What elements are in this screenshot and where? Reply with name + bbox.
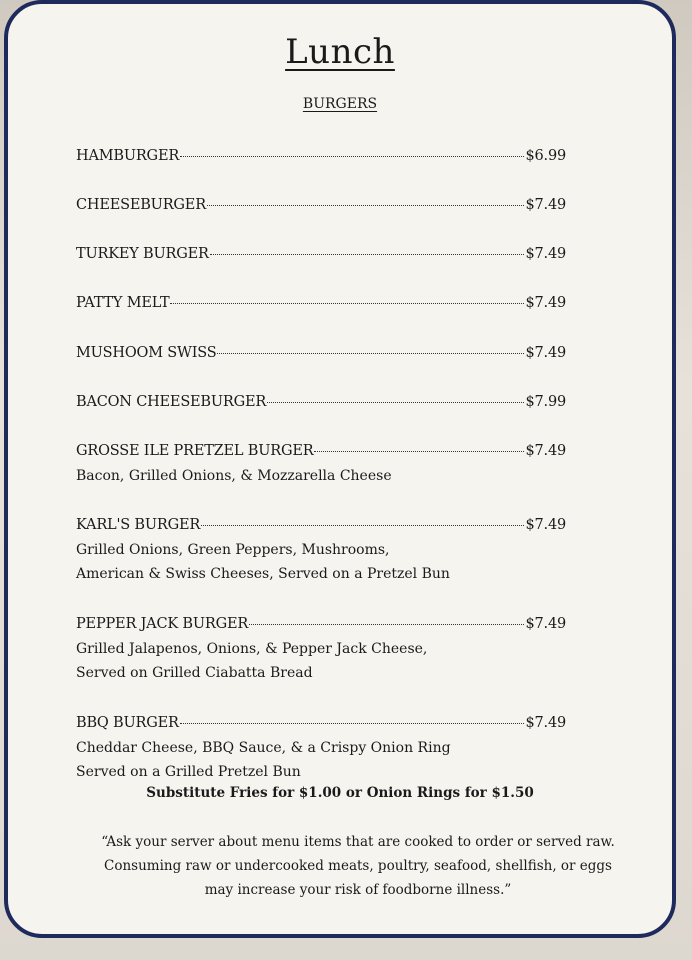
description-line: Served on a Grilled Pretzel Bun <box>76 764 301 780</box>
item-name: TURKEY BURGER <box>76 246 209 262</box>
description-line: Bacon, Grilled Onions, & Mozzarella Cheese <box>76 468 392 484</box>
menu-item <box>76 515 566 586</box>
item-price: $7.49 <box>525 295 566 311</box>
item-price: $7.49 <box>525 246 566 262</box>
food-safety-disclaimer: “Ask your server about menu items that are cooked to order or served raw. Consuming raw or undercooked meats, poultry, seafood, shellfish, or eggs may increase your risk of foodborne illness.” <box>101 834 615 898</box>
item-description <box>76 538 566 586</box>
item-price: $7.49 <box>525 517 566 533</box>
item-price: $7.49 <box>525 197 566 213</box>
dot-leader <box>210 254 525 255</box>
description-line: American & Swiss Cheeses, Served on a Pretzel Bun <box>76 566 450 582</box>
description-line: Grilled Onions, Green Peppers, Mushrooms, <box>76 542 390 558</box>
item-price: $7.99 <box>525 394 566 410</box>
item-name: GROSSE ILE PRETZEL BURGER <box>76 443 314 459</box>
menu-item <box>76 244 566 264</box>
menu-item <box>76 713 566 784</box>
menu-item <box>76 343 566 363</box>
substitute-note: Substitute Fries for $1.00 or Onion Rings for $1.50 <box>146 785 534 801</box>
description-line: Served on Grilled Ciabatta Bread <box>76 665 313 681</box>
dot-leader <box>170 303 524 304</box>
menu-item <box>76 392 566 412</box>
item-name: BACON CHEESEBURGER <box>76 394 267 410</box>
item-name: KARL'S BURGER <box>76 517 201 533</box>
section-heading: BURGERS <box>302 96 378 112</box>
menu-item <box>76 293 566 313</box>
menu-page <box>4 0 676 938</box>
item-description <box>76 736 566 784</box>
dot-leader <box>267 402 524 403</box>
dot-leader <box>207 205 525 206</box>
dot-leader <box>314 451 524 452</box>
dot-leader <box>249 624 524 625</box>
item-name: MUSHOOM SWISS <box>76 345 217 361</box>
menu-item <box>76 146 566 166</box>
description-line: Grilled Jalapenos, Onions, & Pepper Jack Cheese, <box>76 641 428 657</box>
dot-leader <box>217 353 524 354</box>
item-name: PATTY MELT <box>76 295 170 311</box>
item-price: $7.49 <box>525 715 566 731</box>
dot-leader <box>180 156 524 157</box>
item-price: $6.99 <box>525 148 566 164</box>
item-name: HAMBURGER <box>76 148 180 164</box>
menu-item <box>76 614 566 685</box>
menu-title: Lunch <box>285 32 395 72</box>
item-description <box>76 637 566 685</box>
item-price: $7.49 <box>525 443 566 459</box>
menu-item <box>76 441 566 488</box>
item-name: BBQ BURGER <box>76 715 179 731</box>
dot-leader <box>180 723 525 724</box>
description-line: Cheddar Cheese, BBQ Sauce, & a Crispy Onion Ring <box>76 740 451 756</box>
dot-leader <box>201 525 524 526</box>
item-name: PEPPER JACK BURGER <box>76 616 249 632</box>
menu-item <box>76 195 566 215</box>
item-name: CHEESEBURGER <box>76 197 206 213</box>
item-price: $7.49 <box>525 345 566 361</box>
item-description <box>76 464 566 488</box>
item-price: $7.49 <box>525 616 566 632</box>
